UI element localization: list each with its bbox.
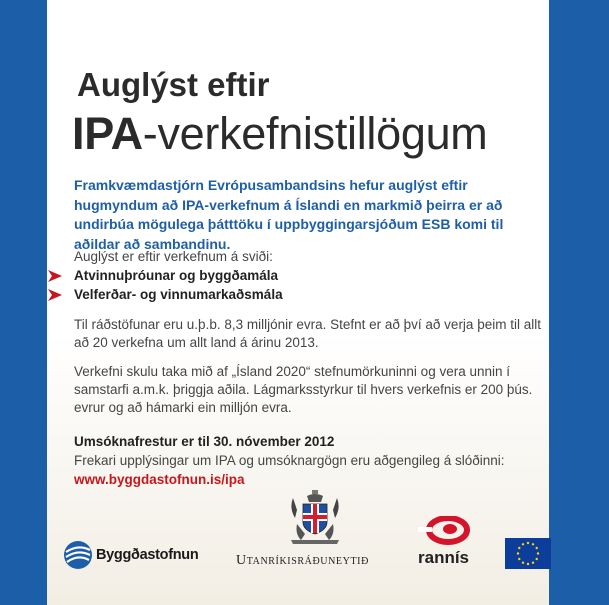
website-link[interactable]: www.byggdastofnun.is/ipa bbox=[74, 472, 245, 487]
areas-intro: Auglýst er eftir verkefnum á sviði: bbox=[74, 249, 273, 264]
list-item bbox=[48, 285, 543, 304]
area-label: Atvinnuþróunar og byggðamála bbox=[74, 268, 279, 283]
heading-ipa: IPA bbox=[72, 108, 143, 159]
deadline-text: Umsóknafrestur er til 30. nóvember 2012 bbox=[74, 434, 335, 449]
rannis-name: rannís bbox=[418, 548, 470, 567]
funding-paragraph: Til ráðstöfunar eru u.þ.b. 8,3 milljónir evra. Stefnt er að því að verja þeim til allt að 20 verkefna um allt land á árinu 2013. bbox=[74, 317, 541, 350]
ministry-name: Utanríkisráðuneytið bbox=[236, 553, 369, 568]
arrow-bullet-icon bbox=[48, 270, 74, 282]
areas-list bbox=[48, 266, 543, 304]
intro-paragraph: Framkvæmdastjórn Evrópusambandsins hefur auglýst eftir hugmyndum að IPA-verkefnum á Íslandi en markmið þeirra er að undirbúa mögulega þátttöku í uppbyggingarsjóðum ESB komi til aðildar að sambandinu. bbox=[74, 177, 504, 252]
more-info-text: Frekari upplýsingar um IPA og umsóknargögn eru aðgengileg á slóðinni: bbox=[74, 453, 505, 468]
heading-line-1: Auglýst eftir bbox=[77, 66, 270, 103]
byggdastofnun-logo bbox=[63, 540, 198, 570]
globe-icon bbox=[63, 540, 93, 570]
list-item bbox=[48, 266, 543, 285]
arrow-bullet-icon bbox=[48, 289, 74, 301]
area-label: Velferðar- og vinnumarkaðsmála bbox=[74, 287, 283, 302]
heading-rest: -verkefnistillögum bbox=[142, 108, 488, 159]
rannis-logo bbox=[418, 516, 476, 567]
iceland-coat-of-arms-icon bbox=[285, 488, 345, 546]
requirements-paragraph: Verkefni skulu taka mið af „Ísland 2020“ stefnumörkuninni og vera unnin í samstarfi a.m.k. þriggja aðila. Lágmarksstyrkur til hvers verkefnis er 200 þús. evrur og að hámarki ein milljón evra. bbox=[74, 364, 533, 415]
heading-line-2 bbox=[72, 108, 488, 160]
byggdastofnun-name: Byggðastofnun bbox=[96, 547, 199, 563]
rannis-swirl-icon bbox=[418, 516, 476, 548]
eu-flag-icon bbox=[505, 538, 551, 569]
